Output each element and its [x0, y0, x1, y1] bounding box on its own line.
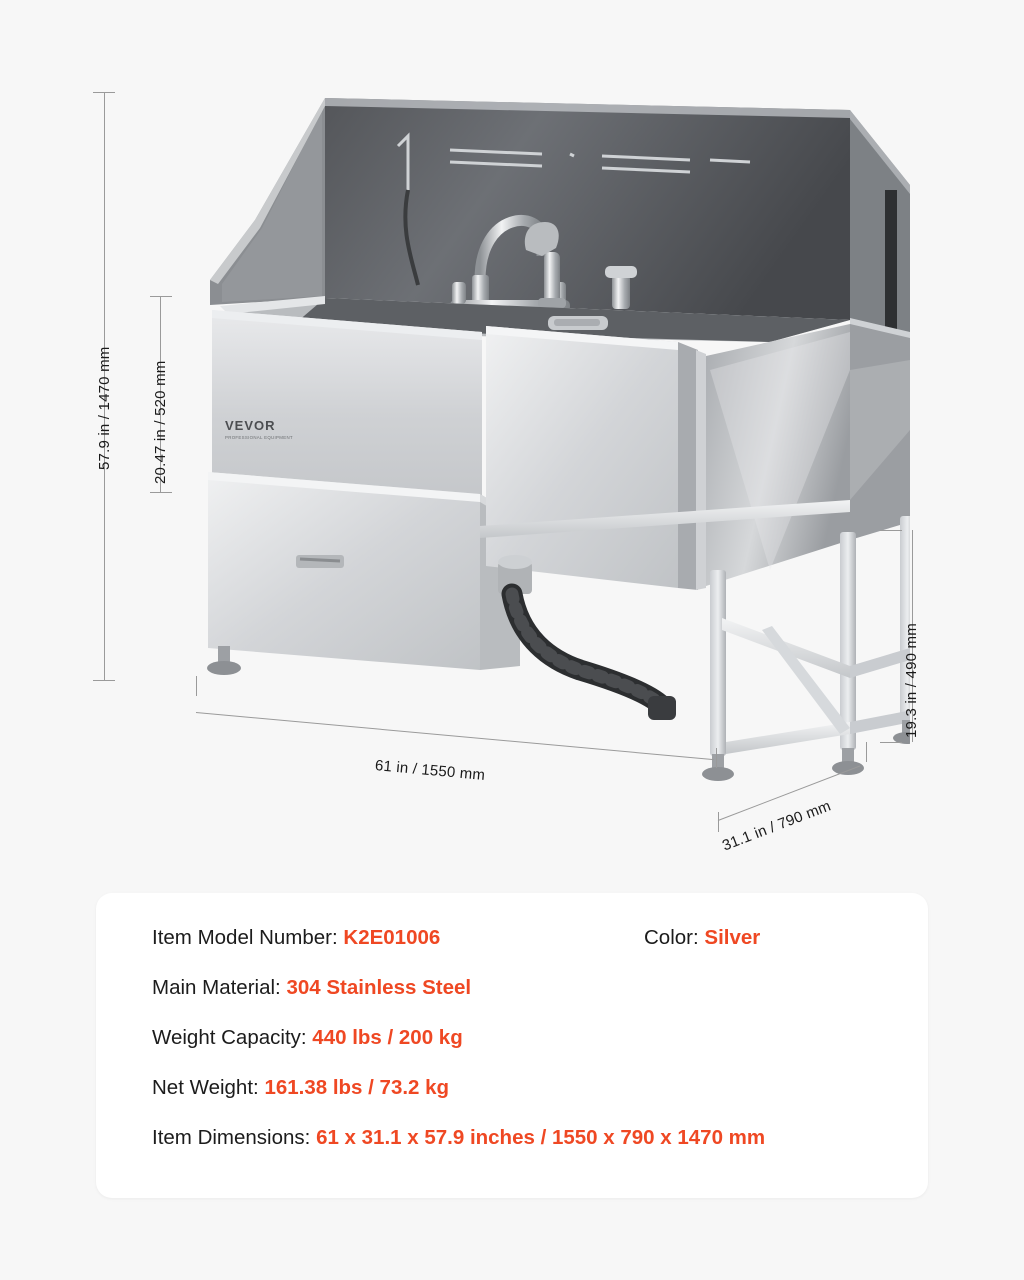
spec-value-net-weight: 161.38 lbs / 73.2 kg	[264, 1076, 450, 1099]
product-illustration	[150, 70, 910, 850]
dimension-tub-height: 20.47 in / 520 mm	[152, 360, 169, 484]
spec-label-color: Color:	[644, 926, 699, 949]
spec-label-model: Item Model Number:	[152, 926, 338, 949]
spec-row-material	[152, 976, 471, 1000]
spec-value-weight-capacity: 440 lbs / 200 kg	[312, 1026, 463, 1049]
spec-label-weight-capacity: Weight Capacity:	[152, 1026, 307, 1049]
spec-value-model: K2E01006	[343, 926, 441, 949]
dimension-width: 61 in / 1550 mm	[374, 757, 486, 784]
dimension-leg-height: 19.3 in / 490 mm	[903, 623, 920, 738]
leg-front-right	[840, 532, 856, 750]
dimension-total-height: 57.9 in / 1470 mm	[96, 346, 113, 470]
spec-row-model	[152, 926, 440, 950]
spec-value-material: 304 Stainless Steel	[286, 976, 472, 999]
adjustable-foot-left	[207, 646, 241, 675]
tub-right-body	[706, 324, 910, 586]
spec-label-item-dimensions: Item Dimensions:	[152, 1126, 311, 1149]
spec-row-color	[644, 926, 760, 950]
spec-row-item-dimensions	[152, 1126, 765, 1150]
svg-text:PROFESSIONAL EQUIPMENT: PROFESSIONAL EQUIPMENT	[225, 435, 293, 440]
spec-label-net-weight: Net Weight:	[152, 1076, 259, 1099]
spec-row-net-weight	[152, 1076, 449, 1100]
leg-front-center	[710, 570, 726, 756]
spec-value-item-dimensions: 61 x 31.1 x 57.9 inches / 1550 x 790 x 1470 mm	[316, 1126, 766, 1149]
spec-row-weight-capacity	[152, 1026, 463, 1050]
center-door	[486, 316, 706, 590]
storage-drawer	[208, 472, 480, 670]
spec-label-material: Main Material:	[152, 976, 281, 999]
specification-card	[96, 893, 928, 1198]
spec-value-color: Silver	[704, 926, 761, 949]
dimension-depth: 31.1 in / 790 mm	[719, 797, 834, 855]
svg-text:VEVOR: VEVOR	[225, 418, 276, 433]
